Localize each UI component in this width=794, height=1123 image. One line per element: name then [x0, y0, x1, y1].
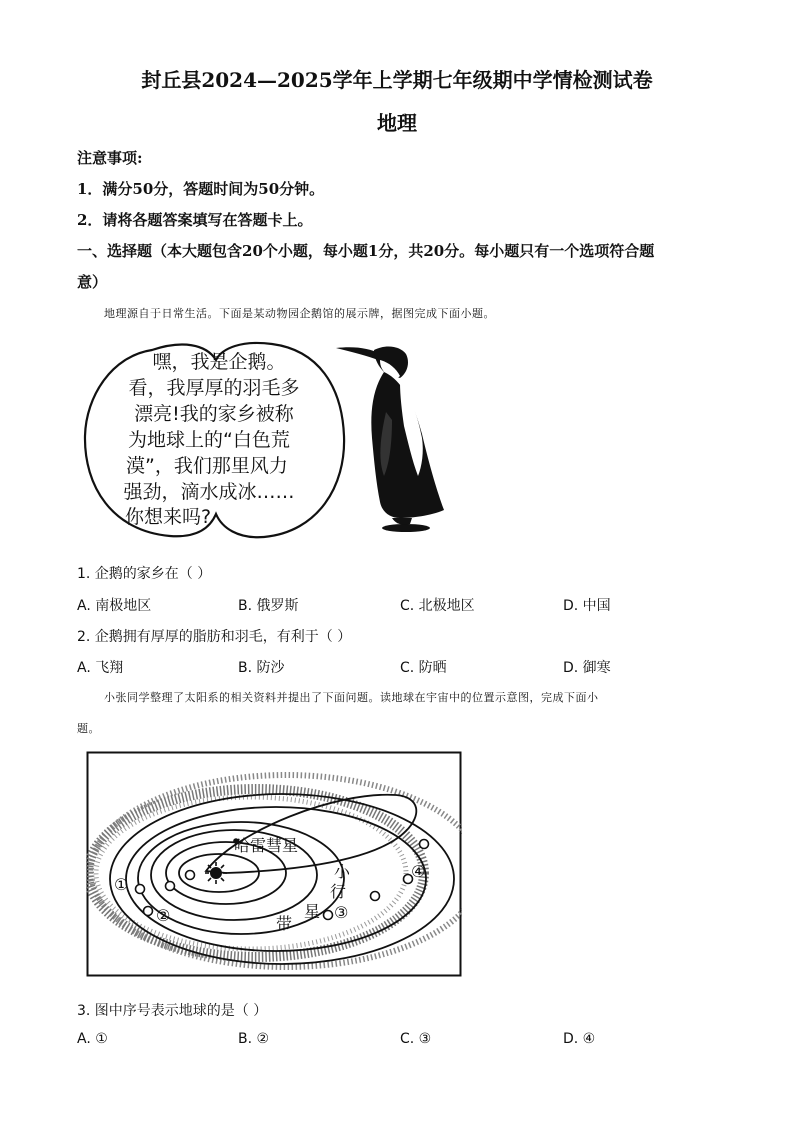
q2-option-d: D. 御寒 — [563, 660, 611, 676]
section-heading-line1: 一、选择题（本大题包含20个小题，每小题1分，共20分。每小题只有一个选项符合题 — [77, 242, 655, 260]
belt-char-1: 小 — [334, 862, 351, 881]
q3-option-b: B. ② — [238, 1031, 270, 1047]
comet-label: 哈雷彗星 — [234, 836, 299, 855]
exam-title: 封丘县2024—2025学年上学期七年级期中学情检测试卷 — [141, 68, 653, 92]
group2-intro-line1: 小张同学整理了太阳系的相关资料并提出了下面问题。读地球在宇宙中的位置示意图，完成下面小 — [104, 691, 599, 704]
section-heading-line2: 意） — [77, 273, 108, 291]
speech-bubble — [82, 336, 350, 549]
belt-char-3: 星 — [304, 902, 321, 921]
bubble-line-4: 为地球上的“白色荒 — [128, 429, 290, 451]
q3-option-a: A. ① — [77, 1031, 108, 1047]
q1-option-d: D. 中国 — [563, 598, 611, 614]
marker-1: ① — [114, 875, 129, 894]
q2-option-b: B. 防沙 — [238, 660, 285, 676]
svg-text:嘿，我是企鹅。 看，我厚厚的羽毛多 — [123, 351, 305, 528]
penguin-illustration — [334, 342, 454, 543]
q1-option-b: B. 俄罗斯 — [238, 598, 299, 614]
group2-intro-line2: 题。 — [77, 722, 100, 735]
notes-item-2: 2．请将各题答案填写在答题卡上。 — [77, 211, 313, 229]
marker-3: ③ — [334, 903, 349, 922]
q1-option-c: C. 北极地区 — [400, 598, 475, 614]
bubble-line-6: 强劲，滴水成冰…… — [123, 481, 295, 503]
q2-option-c: C. 防晒 — [400, 660, 447, 676]
q2-stem: 2. 企鹅拥有厚厚的脂肪和羽毛，有利于（ ） — [77, 629, 352, 645]
group1-intro: 地理源自于日常生活。下面是某动物园企鹅馆的展示牌，据图完成下面小题。 — [104, 307, 495, 320]
bubble-line-5: 漠”，我们那里风力 — [126, 455, 288, 477]
marker-4: ④ — [411, 862, 426, 881]
notes-heading: 注意事项: — [77, 149, 143, 167]
q1-stem: 1. 企鹅的家乡在（ ） — [77, 566, 212, 582]
q2-option-a: A. 飞翔 — [77, 660, 124, 676]
exam-subject: 地理 — [377, 111, 417, 135]
belt-char-2: 行 — [330, 882, 347, 901]
q3-option-c: C. ③ — [400, 1031, 432, 1047]
q1-option-a: A. 南极地区 — [77, 598, 152, 614]
marker-2: ② — [156, 906, 171, 925]
q3-stem: 3. 图中序号表示地球的是（ ） — [77, 1003, 268, 1019]
bubble-line-3: 漂亮!我的家乡被称 — [134, 403, 294, 425]
notes-item-1: 1．满分50分，答题时间为50分钟。 — [77, 180, 325, 198]
bubble-line-1: 嘿，我是企鹅。 — [152, 351, 286, 373]
belt-char-4: 带 — [276, 914, 293, 933]
solar-system-diagram — [86, 751, 462, 982]
q3-option-d: D. ④ — [563, 1031, 596, 1047]
bubble-line-7: 你想来吗? — [124, 506, 212, 528]
bubble-line-2: 看，我厚厚的羽毛多 — [128, 377, 300, 399]
